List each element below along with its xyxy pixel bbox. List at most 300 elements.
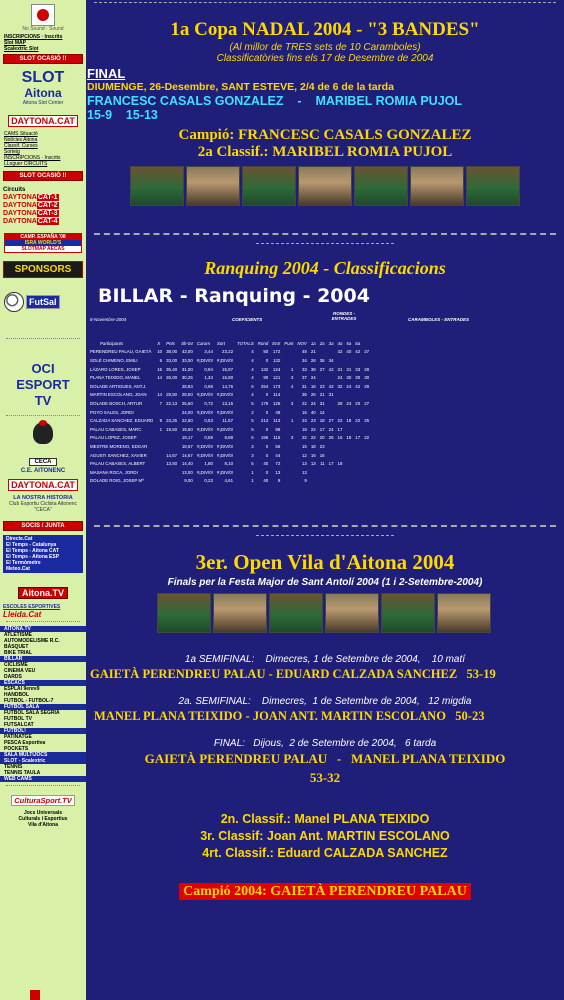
table-cell bbox=[282, 459, 295, 468]
table-cell: 4,61 bbox=[224, 478, 234, 484]
table-cell: 18 bbox=[301, 426, 307, 432]
link-lloguer-circuits[interactable]: LLoguer CIRCUITS bbox=[4, 161, 48, 167]
table-cell bbox=[362, 468, 371, 477]
table-cell: 26 bbox=[328, 435, 334, 441]
table-cell: 22 bbox=[364, 435, 370, 441]
photo-thumbnail[interactable] bbox=[466, 166, 520, 206]
table-cell: PALAU CABASES, MARC bbox=[90, 426, 142, 432]
table-cell: 34 bbox=[301, 357, 307, 363]
table-cell: 33 bbox=[301, 366, 307, 372]
table-cell: 28,83 bbox=[181, 383, 193, 389]
table-cell: POYO SALES, JORDI bbox=[90, 409, 134, 415]
ranking-date: 8-Novembre-2004 bbox=[90, 317, 127, 322]
table-cell bbox=[327, 451, 336, 460]
ranking-table bbox=[88, 339, 371, 485]
table-cell: #¡DIV/0! bbox=[196, 409, 213, 415]
table-cell: 11,57 bbox=[222, 418, 234, 424]
table-cell bbox=[336, 451, 345, 460]
table-row bbox=[88, 468, 371, 477]
table-cell: 254 bbox=[260, 383, 269, 389]
table-cell: 8,10 bbox=[224, 461, 234, 467]
table-cell: PLANA TEIXIDO, MANEL bbox=[90, 375, 141, 381]
table-cell: 22 bbox=[301, 435, 307, 441]
table-cell: PALAU LOPEZ, JOSEP bbox=[90, 435, 137, 441]
table-cell bbox=[362, 442, 371, 451]
column-header: Participants bbox=[100, 340, 123, 346]
table-cell: 3 bbox=[290, 400, 294, 406]
table-cell: 18 bbox=[319, 418, 325, 424]
table-cell bbox=[318, 477, 327, 486]
table-cell: 0 bbox=[265, 409, 269, 415]
table-cell: 18 bbox=[346, 435, 352, 441]
group-rondes: RONDES - ENTRADES bbox=[331, 311, 357, 321]
circuits-label: Circuits bbox=[3, 187, 26, 193]
table-cell: 132 bbox=[260, 366, 269, 372]
table-cell: 15,97 bbox=[222, 366, 234, 372]
table-cell bbox=[155, 477, 164, 486]
sport-link[interactable]: WEB CAMS bbox=[0, 776, 86, 782]
sport-link[interactable]: FUTBOL SALA bbox=[0, 704, 86, 710]
daytona-cat-text: .CAT bbox=[54, 116, 75, 126]
photo-thumbnail[interactable] bbox=[213, 593, 267, 633]
table-cell: 38,00 bbox=[166, 349, 178, 355]
table-cell: 0,72 bbox=[204, 400, 213, 406]
link-cams[interactable]: CAMS Situació bbox=[4, 131, 38, 137]
table-cell: 132 bbox=[272, 357, 281, 363]
final-players: FRANCESC CASALS GONZALEZ - MARIBEL ROMIA PUJOL bbox=[87, 94, 463, 108]
escoles-link[interactable] bbox=[3, 604, 83, 619]
table-cell bbox=[155, 459, 164, 468]
table-cell: 20 bbox=[355, 400, 361, 406]
table-cell bbox=[282, 408, 295, 417]
column-header: Sort bbox=[216, 340, 225, 346]
table-cell bbox=[155, 434, 164, 443]
link-temps-aitona-esp[interactable]: El Temps - Aitona ESP bbox=[6, 554, 60, 560]
column-header: 4a bbox=[337, 340, 343, 346]
photo-thumbnail[interactable] bbox=[410, 166, 464, 206]
table-cell: 14 bbox=[157, 392, 163, 398]
table-cell: DOLADE BOSCH, ARTUR bbox=[90, 400, 143, 406]
table-row bbox=[88, 356, 371, 365]
photo-thumbnail[interactable] bbox=[298, 166, 352, 206]
table-cell: 113 bbox=[273, 418, 281, 424]
section-divider-2 bbox=[94, 525, 556, 527]
sport-link[interactable]: AITONA.TV bbox=[0, 626, 86, 632]
table-cell bbox=[344, 425, 353, 434]
sport-link[interactable]: PESCA Esportiva bbox=[4, 740, 46, 746]
final-score: 15-9 15-13 bbox=[87, 108, 158, 122]
ceca-logo[interactable] bbox=[0, 420, 86, 474]
sidebar-logo-block bbox=[0, 0, 86, 32]
copa-subtitle2: Classificatòries fins els 17 de Desembre de 2004 bbox=[216, 53, 434, 64]
socis-junta-banner[interactable]: SOCIS / JUNTA bbox=[3, 521, 83, 531]
column-header: TOTALS bbox=[237, 340, 254, 346]
sponsors-banner[interactable]: SPONSORS bbox=[3, 261, 83, 278]
sport-link[interactable]: DARDS bbox=[4, 674, 22, 680]
sport-link[interactable]: ESPLAI 9enre9 bbox=[4, 686, 40, 692]
table-cell: 5 bbox=[251, 418, 254, 424]
table-cell bbox=[282, 425, 295, 434]
table-cell: 1 bbox=[251, 478, 254, 484]
table-cell: 31 bbox=[346, 366, 352, 372]
table-cell: 28 bbox=[310, 357, 316, 363]
open-campio: Campió 2004: GAIETÀ PERENDREU PALAU bbox=[179, 883, 471, 900]
table-cell bbox=[336, 391, 345, 400]
table-cell: 42 bbox=[355, 349, 361, 355]
circuit-cat4[interactable]: DAYTONACAT-4 bbox=[3, 218, 58, 225]
aitona-tv-logo[interactable] bbox=[0, 583, 86, 601]
table-cell bbox=[327, 468, 336, 477]
sport-link[interactable]: SLOT - Scalextric bbox=[0, 758, 86, 764]
table-cell bbox=[353, 451, 362, 460]
table-cell: 1 bbox=[290, 418, 294, 424]
table-cell: 30 bbox=[355, 375, 361, 381]
table-cell: 173 bbox=[272, 383, 281, 389]
table-cell: DOLADE ROIG, JOSEP Mª bbox=[90, 478, 144, 484]
table-cell: 22 bbox=[337, 418, 343, 424]
daytona-text: DAYTONA bbox=[11, 116, 55, 126]
link-noticies[interactable]: Notícies Aitona bbox=[4, 137, 38, 143]
circuit-cat2[interactable]: DAYTONACAT-2 bbox=[3, 202, 58, 209]
link-classif-curses[interactable]: Classif. Curses bbox=[4, 143, 38, 149]
table-cell bbox=[282, 391, 295, 400]
link-inscripcions-2[interactable]: INSCRIPCIONS · Inscrits bbox=[4, 155, 61, 161]
sound-toggle-caption[interactable]: No Sound · Sound bbox=[22, 26, 64, 32]
table-cell: 196 bbox=[260, 435, 269, 441]
sport-link[interactable]: AUTOMODELISME R.C. bbox=[4, 638, 60, 644]
historia-block[interactable] bbox=[0, 495, 86, 513]
table-cell: 22,13 bbox=[166, 400, 178, 406]
table-cell: 13,00 bbox=[181, 469, 193, 475]
table-cell: 24 bbox=[337, 375, 343, 381]
table-cell: 42 bbox=[337, 349, 343, 355]
table-cell bbox=[362, 477, 371, 486]
table-cell: #¡DIV/0! bbox=[216, 357, 234, 363]
copa-second: 2a Classif.: MARIBEL ROMIA PUJOL bbox=[197, 144, 453, 160]
historia-title: LA NOSTRA HISTORIA bbox=[13, 495, 73, 501]
link-termometre[interactable]: El Termòmetre bbox=[6, 560, 41, 566]
table-cell: LÁZARO LORES, JOSEP bbox=[90, 366, 141, 372]
table-cell: 72 bbox=[275, 461, 281, 467]
table-cell: 39 bbox=[310, 366, 316, 372]
link-inscripcions[interactable]: INSCRIPCIONS · Inscrits bbox=[4, 34, 63, 40]
photo-thumbnail[interactable] bbox=[354, 166, 408, 206]
rooster-icon bbox=[21, 420, 65, 450]
link-slot-map[interactable]: Slot MAP bbox=[4, 40, 26, 46]
table-cell: AGUSTI SANCHEZ, XAVIER bbox=[90, 452, 147, 458]
table-row bbox=[88, 425, 371, 434]
semi1-result bbox=[86, 667, 564, 682]
sport-link[interactable]: BÀSQUET bbox=[4, 644, 29, 650]
table-cell: 179 bbox=[260, 400, 269, 406]
sport-link[interactable]: FUTSALCAT bbox=[4, 722, 34, 728]
sport-link[interactable]: SALA MULTIJOCS bbox=[0, 752, 86, 758]
link-temps-catalunya[interactable]: El Temps - Catalunya bbox=[6, 542, 57, 548]
table-cell: 13 bbox=[275, 469, 281, 475]
ranking-title: BILLAR - Ranquing - 2004 bbox=[98, 285, 370, 307]
table-cell: 17 bbox=[328, 461, 334, 467]
table-cell bbox=[309, 468, 318, 477]
table-cell: 0,53 bbox=[204, 418, 213, 424]
semi2-match: MANEL PLANA TEIXIDO - JOAN ANT. MARTIN ESCOLANO bbox=[94, 709, 446, 724]
semi2-result bbox=[86, 709, 564, 724]
table-cell: 0,23 bbox=[204, 478, 213, 484]
photo-thumbnail[interactable] bbox=[242, 166, 296, 206]
link-sorteig[interactable]: Sorteig bbox=[4, 149, 20, 155]
table-cell: #¡DIV/0! bbox=[196, 443, 213, 449]
table-cell: 13,16 bbox=[222, 400, 234, 406]
table-cell: 17 bbox=[337, 426, 343, 432]
sport-link[interactable]: FUTBOL! bbox=[0, 728, 86, 734]
table-cell: 40 bbox=[263, 478, 269, 484]
sport-link[interactable]: BILLAR bbox=[0, 656, 86, 662]
link-directe[interactable]: Directe.Cat bbox=[6, 536, 33, 542]
table-cell bbox=[336, 356, 345, 365]
table-cell: 31 bbox=[319, 400, 325, 406]
table-cell: 4 bbox=[290, 383, 294, 389]
table-cell bbox=[164, 382, 179, 391]
cultura-label: CulturaSport.TV bbox=[11, 795, 75, 806]
table-cell: 18 bbox=[337, 461, 343, 467]
table-cell: 23 bbox=[319, 443, 325, 449]
photo-thumbnail[interactable] bbox=[157, 593, 211, 633]
table-cell bbox=[353, 425, 362, 434]
table-cell: 18 bbox=[346, 418, 352, 424]
sport-link[interactable]: CINEMA VEU bbox=[4, 668, 36, 674]
oci-line: OCI bbox=[31, 361, 55, 376]
table-cell: #¡DIV/0! bbox=[216, 443, 234, 449]
table-cell bbox=[344, 477, 353, 486]
table-cell: MESTRE MORENO, EDGAR bbox=[90, 443, 148, 449]
table-cell: 24 bbox=[310, 375, 316, 381]
table-cell: 25 bbox=[364, 418, 370, 424]
table-cell: 27 bbox=[319, 366, 325, 372]
table-cell bbox=[282, 356, 295, 365]
table-cell: 28,50 bbox=[166, 392, 178, 398]
photo-thumbnail[interactable] bbox=[269, 593, 323, 633]
table-cell: 14,40 bbox=[181, 461, 193, 467]
table-cell: 48 bbox=[301, 349, 307, 355]
table-cell bbox=[344, 356, 353, 365]
slot-links-list bbox=[0, 131, 86, 167]
table-cell: 4 bbox=[251, 375, 254, 381]
table-cell: 31,00 bbox=[181, 366, 193, 372]
column-header: Entr bbox=[272, 340, 281, 346]
table-cell: 19,60 bbox=[181, 426, 193, 432]
photo-thumbnail[interactable] bbox=[437, 593, 491, 633]
table-cell: 42 bbox=[328, 383, 334, 389]
table-cell: 9 bbox=[304, 478, 307, 484]
table-cell: 7 bbox=[159, 400, 163, 406]
table-cell: #¡DIV/0! bbox=[216, 469, 234, 475]
table-cell: 16 bbox=[310, 383, 316, 389]
table-cell: 30 bbox=[364, 375, 370, 381]
table-cell: 24 bbox=[310, 400, 316, 406]
circuit-cat1[interactable]: DAYTONACAT-1 bbox=[3, 194, 58, 201]
sport-link[interactable]: ATLETISME bbox=[4, 632, 32, 638]
table-cell bbox=[155, 451, 164, 460]
table-cell bbox=[353, 408, 362, 417]
camp-espana-banner[interactable] bbox=[4, 233, 82, 253]
table-cell: 24 bbox=[346, 383, 352, 389]
table-cell: #¡DIV/0! bbox=[196, 469, 213, 475]
table-cell: 23,25 bbox=[166, 418, 178, 424]
copa-title: 1a Copa NADAL 2004 - "3 BANDES" bbox=[170, 19, 480, 40]
table-cell: 44 bbox=[275, 452, 281, 458]
final-label: FINAL bbox=[87, 66, 126, 81]
sport-link[interactable]: FUTBOL SALA SEGRIÀ bbox=[4, 710, 60, 716]
sport-link[interactable]: TENNIS bbox=[4, 764, 23, 770]
table-cell: 11 bbox=[320, 461, 325, 467]
aitona-tv-label: Aitona.TV bbox=[18, 587, 68, 599]
table-cell: 0 bbox=[265, 452, 269, 458]
table-row bbox=[88, 382, 371, 391]
slot-aitona-block[interactable] bbox=[0, 70, 86, 106]
table-cell: 3,44 bbox=[204, 349, 213, 355]
slot-title: SLOT bbox=[21, 69, 65, 86]
table-cell: 114 bbox=[273, 392, 281, 398]
table-row bbox=[88, 416, 371, 425]
table-row bbox=[88, 365, 371, 374]
table-cell bbox=[155, 408, 164, 417]
table-cell: 24,00 bbox=[181, 409, 193, 415]
table-cell: 13 bbox=[310, 461, 316, 467]
sport-link[interactable]: FUTBOL TV bbox=[4, 716, 32, 722]
table-cell: 1,80 bbox=[204, 461, 213, 467]
table-cell: 15 bbox=[301, 443, 307, 449]
table-cell bbox=[282, 451, 295, 460]
table-cell bbox=[336, 468, 345, 477]
daytona-logo-2[interactable]: DAYTONA.CAT bbox=[0, 475, 86, 493]
photo-thumbnail[interactable] bbox=[186, 166, 240, 206]
table-cell: 5 bbox=[251, 461, 254, 467]
semi1-score: 53-19 bbox=[466, 667, 496, 682]
slot-ocasio-banner-2[interactable]: SLOT OCASIÓ !! bbox=[3, 171, 83, 181]
table-cell: 40 bbox=[346, 349, 352, 355]
table-cell: 23 bbox=[319, 383, 325, 389]
table-cell: 34 bbox=[328, 357, 334, 363]
cultura-sport-logo[interactable] bbox=[0, 790, 86, 808]
open-class3: 3r. Classif: Joan Ant. MARTIN ESCOLANO bbox=[200, 829, 450, 844]
table-cell: 3 bbox=[290, 375, 294, 381]
photo-thumbnail[interactable] bbox=[381, 593, 435, 633]
table-cell: 42 bbox=[328, 366, 334, 372]
link-scalextric[interactable]: Scalextric Slot bbox=[4, 46, 39, 52]
link-meteocat[interactable]: Meteo.Cat bbox=[6, 566, 30, 572]
slot-ocasio-banner[interactable]: SLOT OCASIÓ !! bbox=[3, 54, 83, 64]
column-header: Caram bbox=[196, 340, 210, 346]
table-cell: 14 bbox=[157, 375, 163, 381]
sport-link[interactable]: CICLISME bbox=[4, 662, 28, 668]
table-cell bbox=[362, 391, 371, 400]
group-caramboles: CARAMBOLES - ENTRADES bbox=[408, 317, 470, 322]
table-cell bbox=[318, 348, 327, 357]
table-cell bbox=[353, 442, 362, 451]
table-cell bbox=[362, 451, 371, 460]
sport-link[interactable]: POCKETS bbox=[4, 746, 29, 752]
table-cell: 28 bbox=[364, 366, 370, 372]
table-cell: 0 bbox=[265, 469, 269, 475]
table-cell bbox=[344, 408, 353, 417]
table-cell bbox=[164, 408, 179, 417]
link-temps-aitona-cat[interactable]: El Temps - Aitona CAT bbox=[6, 548, 59, 554]
sport-link[interactable]: HANDBOL bbox=[4, 692, 29, 698]
sport-link[interactable]: PATINATGE bbox=[4, 734, 32, 740]
open-class2: 2n. Classif.: Manel PLANA TEIXIDO bbox=[220, 812, 430, 827]
sport-link[interactable]: BIKE TRIAL bbox=[4, 650, 33, 656]
column-header: 5a bbox=[346, 340, 352, 346]
sport-link[interactable]: TENNIS TAULA bbox=[4, 770, 41, 776]
photo-thumbnail[interactable] bbox=[130, 166, 184, 206]
oci-esport-tv[interactable] bbox=[0, 361, 86, 409]
site-logo-icon[interactable] bbox=[31, 4, 55, 26]
table-cell bbox=[336, 442, 345, 451]
table-cell bbox=[344, 459, 353, 468]
table-cell: 128 bbox=[272, 400, 281, 406]
table-cell: 23,22 bbox=[222, 349, 234, 355]
table-cell: 27 bbox=[364, 349, 370, 355]
jocs-line2: Culturals i Esportius bbox=[18, 816, 68, 822]
column-header: 6a bbox=[355, 340, 361, 346]
daytona-logo[interactable] bbox=[0, 111, 86, 129]
divider-2 bbox=[6, 415, 80, 416]
table-cell: 14,76 bbox=[222, 383, 234, 389]
sport-link[interactable]: FUTBOL - FUTBOL-7 bbox=[4, 698, 54, 704]
circuit-cat3[interactable]: DAYTONACAT-3 bbox=[3, 210, 58, 217]
table-cell bbox=[327, 477, 336, 486]
table-cell: 40 bbox=[310, 409, 316, 415]
main-content bbox=[86, 0, 564, 1000]
sport-link[interactable]: ESCACS bbox=[0, 680, 86, 686]
table-cell: 0 bbox=[265, 392, 269, 398]
table-cell bbox=[344, 468, 353, 477]
table-cell: 36 bbox=[301, 392, 307, 398]
table-cell: PALAU CABASES, ALBERT bbox=[90, 461, 146, 467]
divider bbox=[6, 338, 80, 339]
table-cell: #¡DIV/0! bbox=[196, 426, 213, 432]
table-cell bbox=[327, 348, 336, 357]
table-cell: 98 bbox=[275, 426, 281, 432]
top-divider bbox=[94, 2, 556, 3]
table-cell: 15 bbox=[157, 366, 163, 372]
table-cell: 25,60 bbox=[181, 400, 193, 406]
ranking-header-block bbox=[86, 311, 564, 339]
table-cell: #¡DIV/0! bbox=[216, 426, 234, 432]
open-campio-wrap bbox=[86, 882, 564, 900]
table-cell: 9,88 bbox=[224, 435, 234, 441]
historia-sub: Club Esportiu Ciclista Aitonenc "CECA" bbox=[8, 501, 78, 513]
table-cell: 19,17 bbox=[181, 435, 193, 441]
sports-list bbox=[0, 626, 86, 782]
table-cell bbox=[155, 442, 164, 451]
table-cell: 121 bbox=[272, 375, 281, 381]
camp-banner-line3: SLOTMAP AECAS bbox=[21, 246, 65, 252]
futsal-link[interactable] bbox=[4, 292, 82, 312]
photo-thumbnail[interactable] bbox=[325, 593, 379, 633]
table-cell: 27 bbox=[328, 418, 334, 424]
table-cell: 22 bbox=[310, 435, 316, 441]
ranking-header-row bbox=[88, 339, 371, 348]
table-cell: 4 bbox=[251, 366, 254, 372]
table-cell: #¡DIV/0! bbox=[196, 452, 213, 458]
table-row bbox=[88, 348, 371, 357]
open-class4: 4rt. Classif.: Eduard CALZADA SANCHEZ bbox=[202, 846, 448, 861]
table-cell: SOLÉ CHIMENO, EMILI bbox=[90, 357, 138, 363]
jocs-block[interactable] bbox=[0, 810, 86, 828]
table-cell bbox=[164, 434, 179, 443]
table-cell: 3 bbox=[251, 452, 254, 458]
jocs-line3: Vila d'Aitona bbox=[28, 822, 58, 828]
